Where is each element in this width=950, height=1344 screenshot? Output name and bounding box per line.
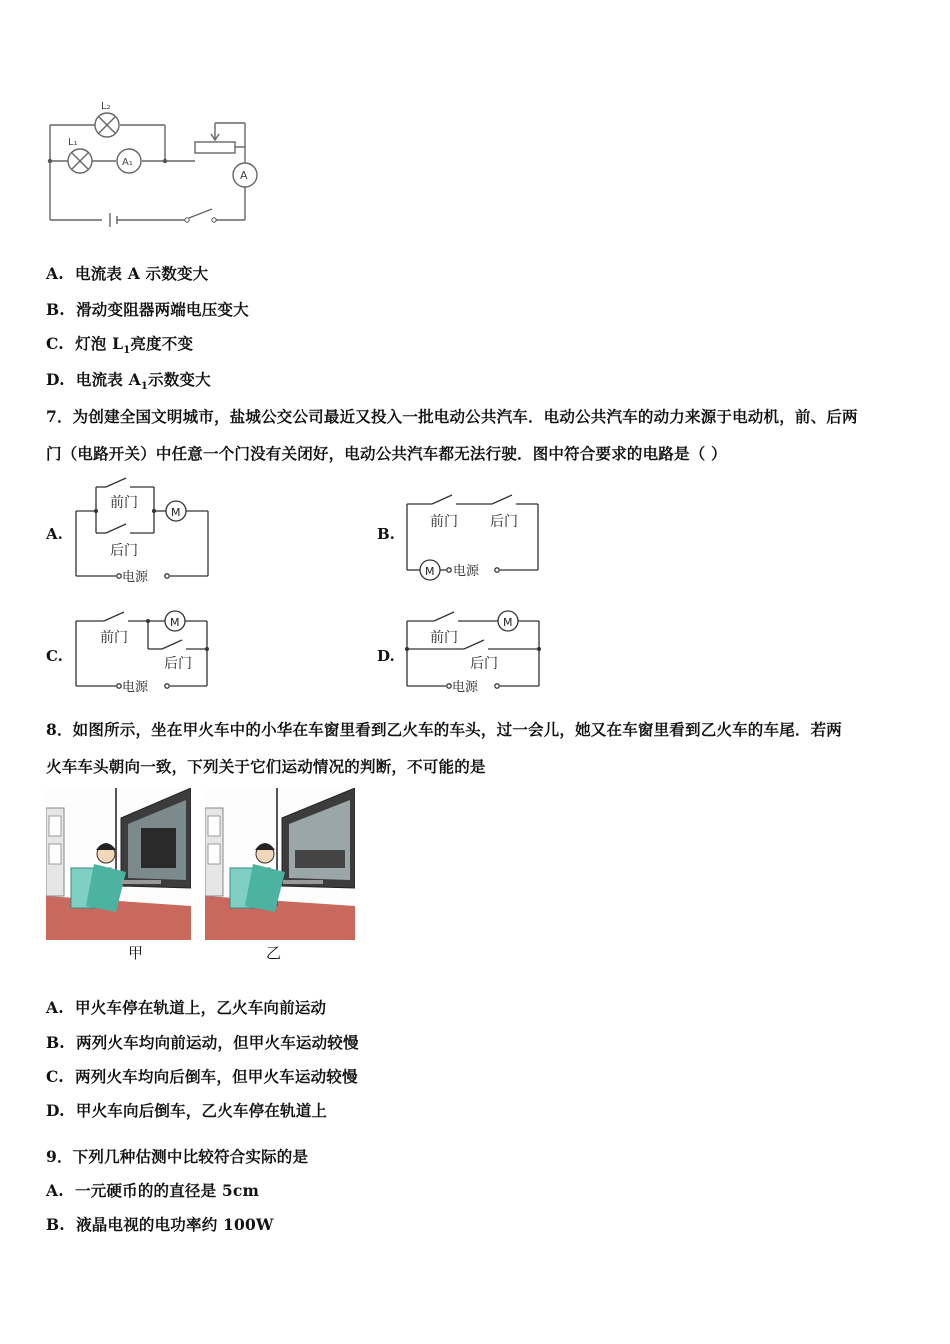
l2-label: L₂ — [101, 101, 111, 112]
q8-stem-line2: 火车车头朝向一致，下列关于它们运动情况的判断，不可能的是 — [46, 757, 486, 776]
q7-label-a: A. — [46, 525, 63, 543]
motor-label: M — [171, 506, 181, 519]
front-door-label: 前门 — [100, 630, 128, 646]
front-door-label: 前门 — [110, 495, 138, 511]
front-door-label: 前门 — [430, 630, 458, 646]
q7-stem-line1: 7．为创建全国文明城市，盐城公交公司最近又投入一批电动公共汽车．电动公共汽车的动力来源于电动机，前、后两 — [46, 407, 858, 426]
front-door-label: 前门 — [430, 514, 458, 530]
q7-label-b: B. — [377, 525, 395, 543]
q6-option-b: B. 滑动变阻器两端电压变大 — [46, 300, 249, 319]
q7-label-d: D. — [377, 647, 395, 665]
q7-stem-line2: 门（电路开关）中任意一个门没有关闭好，电动公共汽车都无法行驶．图中符合要求的电路是（ ） — [46, 444, 727, 463]
q6-option-a: A. 电流表 A 示数变大 — [46, 264, 209, 283]
q6-option-c: C. 灯泡 $L_1$亮度不变 — [46, 334, 194, 357]
back-door-label: 后门 — [164, 656, 192, 672]
power-label: 电源 — [453, 564, 480, 579]
l1-label: L₁ — [68, 137, 78, 148]
q8-stem-line1: 8．如图所示，坐在甲火车中的小华在车窗里看到乙火车的车头，过一会儿，她又在车窗里看到乙火车的车尾．若两 — [46, 720, 842, 739]
power-label: 电源 — [122, 680, 149, 695]
a1-label: A₁ — [122, 157, 133, 168]
back-door-label: 后门 — [470, 656, 498, 672]
q7-circuit-a — [70, 475, 220, 585]
q8-option-a: A. 甲火车停在轨道上，乙火车向前运动 — [46, 998, 327, 1017]
q9-option-b: B. 液晶电视的电功率约 100W — [46, 1215, 274, 1234]
q6-option-d: D. 电流表 $A_1$示数变大 — [46, 370, 211, 393]
q7-label-c: C. — [46, 647, 63, 665]
power-label: 电源 — [452, 680, 479, 695]
back-door-label: 后门 — [110, 543, 138, 559]
motor-label: M — [425, 565, 435, 578]
q8-caption-left: 甲 — [128, 944, 144, 962]
q6-circuit-diagram — [40, 95, 270, 230]
a-label: A — [240, 169, 248, 182]
q9-stem: 9．下列几种估测中比较符合实际的是 — [46, 1147, 309, 1166]
q7-circuit-d — [400, 605, 550, 697]
power-label: 电源 — [122, 570, 149, 585]
q9-option-a: A. 一元硬币的的直径是 5cm — [46, 1181, 260, 1200]
q8-train-picture-right — [205, 788, 355, 940]
q7-circuit-b — [400, 490, 550, 585]
q8-train-picture-left — [46, 788, 191, 940]
q8-option-c: C. 两列火车均向后倒车，但甲火车运动较慢 — [46, 1067, 358, 1086]
q8-caption-right: 乙 — [266, 944, 282, 962]
q8-option-d: D. 甲火车向后倒车，乙火车停在轨道上 — [46, 1101, 328, 1120]
q7-circuit-c — [70, 605, 220, 697]
motor-label: M — [170, 616, 180, 629]
back-door-label: 后门 — [490, 514, 518, 530]
q8-option-b: B. 两列火车均向前运动，但甲火车运动较慢 — [46, 1033, 359, 1052]
motor-label: M — [503, 616, 513, 629]
